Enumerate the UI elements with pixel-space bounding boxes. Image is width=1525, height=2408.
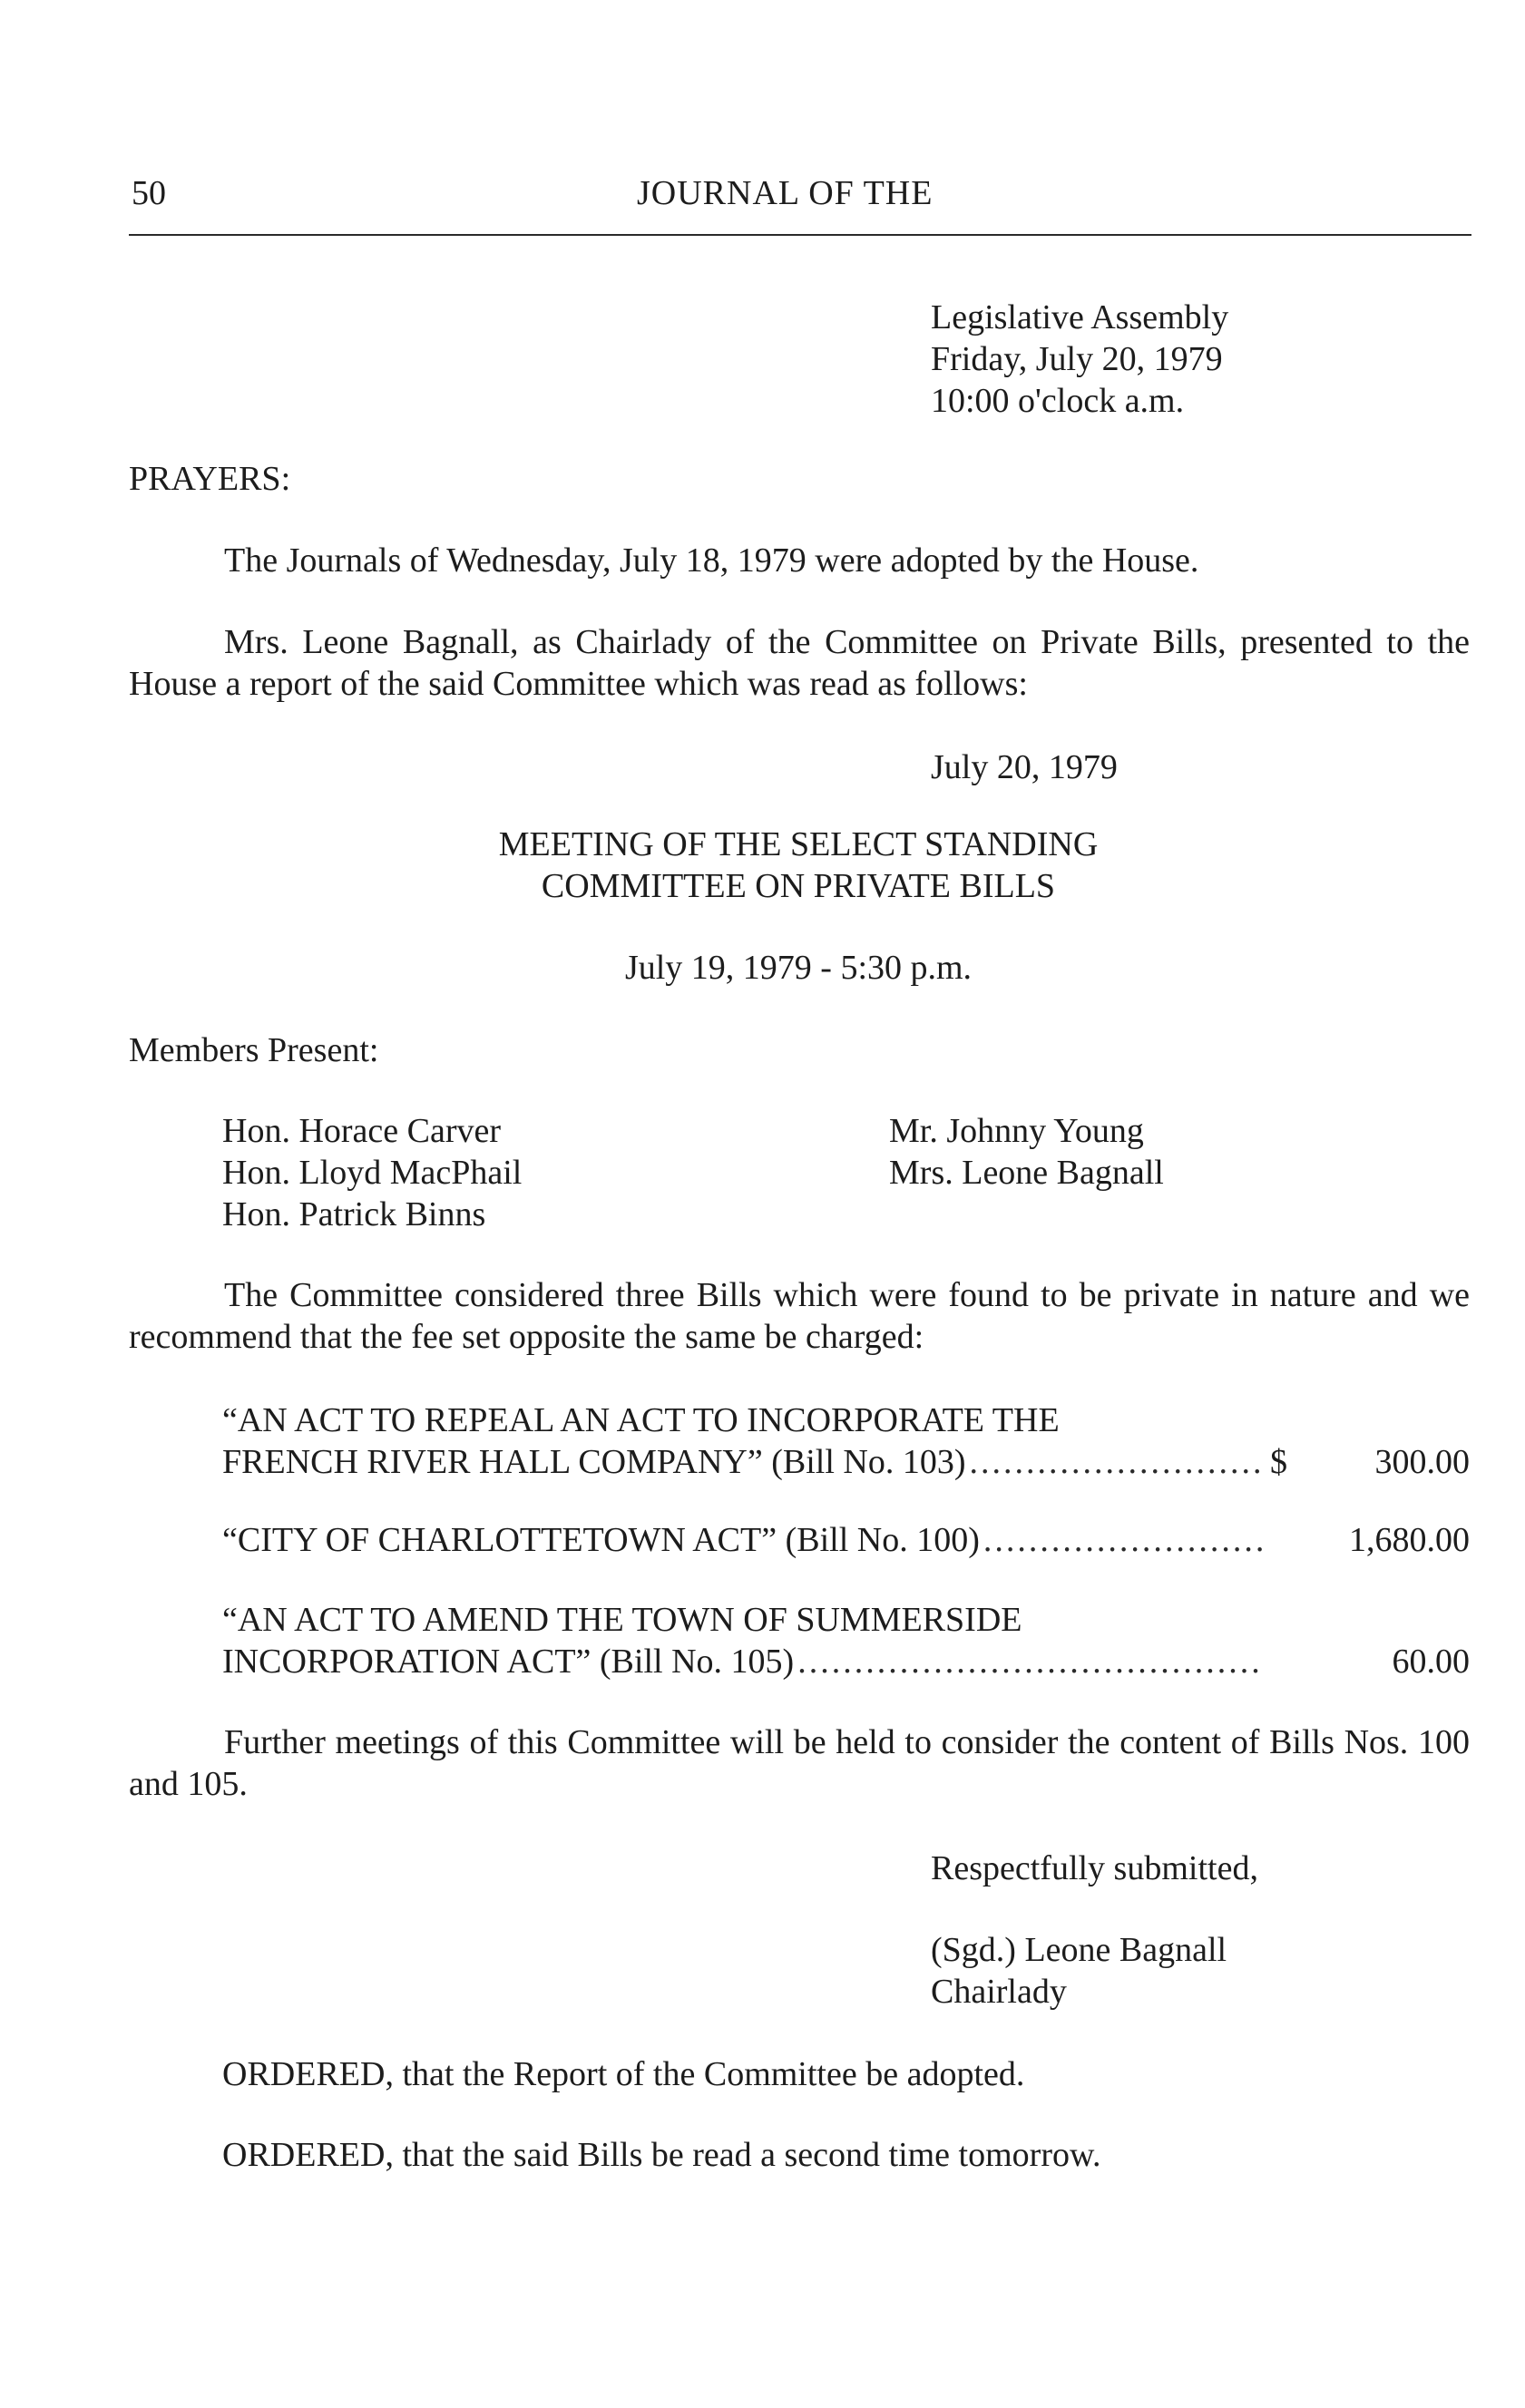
dot-leader <box>797 1641 1265 1682</box>
order-report-adopted: ORDERED, that the Report of the Committee be adopted. <box>222 2055 1025 2093</box>
meeting-heading <box>345 824 1252 907</box>
report-presented-paragraph: Mrs. Leone Bagnall, as Chairlady of the Committee on Private Bills, presented to the House a report of the said Committee which was read as follows: <box>129 623 1470 703</box>
journals-adopted-paragraph: The Journals of Wednesday, July 18, 1979 were adopted by the House. <box>224 541 1199 580</box>
bill-entry <box>222 1399 1470 1483</box>
bill-title-line: FRENCH RIVER HALL COMPANY” (Bill No. 103) <box>222 1443 966 1481</box>
bill-fee: 300.00 <box>1374 1443 1470 1481</box>
member-name: Mrs. Leone Bagnall <box>889 1154 1164 1192</box>
page-number: 50 <box>132 174 166 212</box>
bill-fee: 1,680.00 <box>1349 1521 1470 1559</box>
session-date: Friday, July 20, 1979 <box>931 340 1223 378</box>
bill-entry <box>222 1599 1470 1682</box>
report-date: July 20, 1979 <box>931 748 1118 786</box>
bill-title-line: INCORPORATION ACT” (Bill No. 105) <box>222 1643 795 1681</box>
meeting-heading-line-1: MEETING OF THE SELECT STANDING <box>498 825 1099 863</box>
meeting-time: July 19, 1979 - 5:30 p.m. <box>624 949 973 987</box>
session-info <box>931 297 1228 422</box>
dot-leader <box>983 1519 1265 1561</box>
valediction: Respectfully submitted, <box>931 1849 1258 1887</box>
committee-considered-paragraph: The Committee considered three Bills which were found to be private in nature and we recommend that the fee set opposite the same be charged: <box>129 1276 1470 1356</box>
bill-title-line: “CITY OF CHARLOTTETOWN ACT” (Bill No. 100) <box>222 1521 980 1559</box>
prayers-heading: PRAYERS: <box>129 460 291 498</box>
bill-fee: 60.00 <box>1392 1643 1470 1681</box>
member-name: Hon. Horace Carver <box>222 1112 502 1150</box>
member-name: Hon. Lloyd MacPhail <box>222 1154 523 1192</box>
signature-title: Chairlady <box>931 1973 1067 2011</box>
order-second-reading: ORDERED, that the said Bills be read a second time tomorrow. <box>222 2136 1101 2174</box>
members-list-right <box>889 1110 1164 1194</box>
further-meetings-paragraph: Further meetings of this Committee will be held to consider the content of Bills Nos. 100 and 105. <box>129 1723 1470 1803</box>
dot-leader <box>970 1441 1265 1483</box>
meeting-heading-line-2: COMMITTEE ON PRIVATE BILLS <box>541 867 1056 905</box>
bill-title-line: “AN ACT TO AMEND THE TOWN OF SUMMERSIDE <box>222 1601 1022 1639</box>
members-present-label: Members Present: <box>129 1031 379 1069</box>
running-title: JOURNAL OF THE <box>637 174 934 212</box>
session-time: 10:00 o'clock a.m. <box>931 382 1185 420</box>
member-name: Mr. Johnny Young <box>889 1112 1144 1150</box>
members-list-left <box>222 1110 522 1235</box>
signature-name: (Sgd.) Leone Bagnall <box>931 1931 1227 1969</box>
bill-currency: $ <box>1270 1443 1287 1481</box>
bill-entry <box>222 1519 1470 1561</box>
member-name: Hon. Patrick Binns <box>222 1195 486 1233</box>
session-body: Legislative Assembly <box>931 298 1229 336</box>
header-rule <box>129 234 1471 236</box>
bill-title-line: “AN ACT TO REPEAL AN ACT TO INCORPORATE THE <box>222 1401 1060 1439</box>
